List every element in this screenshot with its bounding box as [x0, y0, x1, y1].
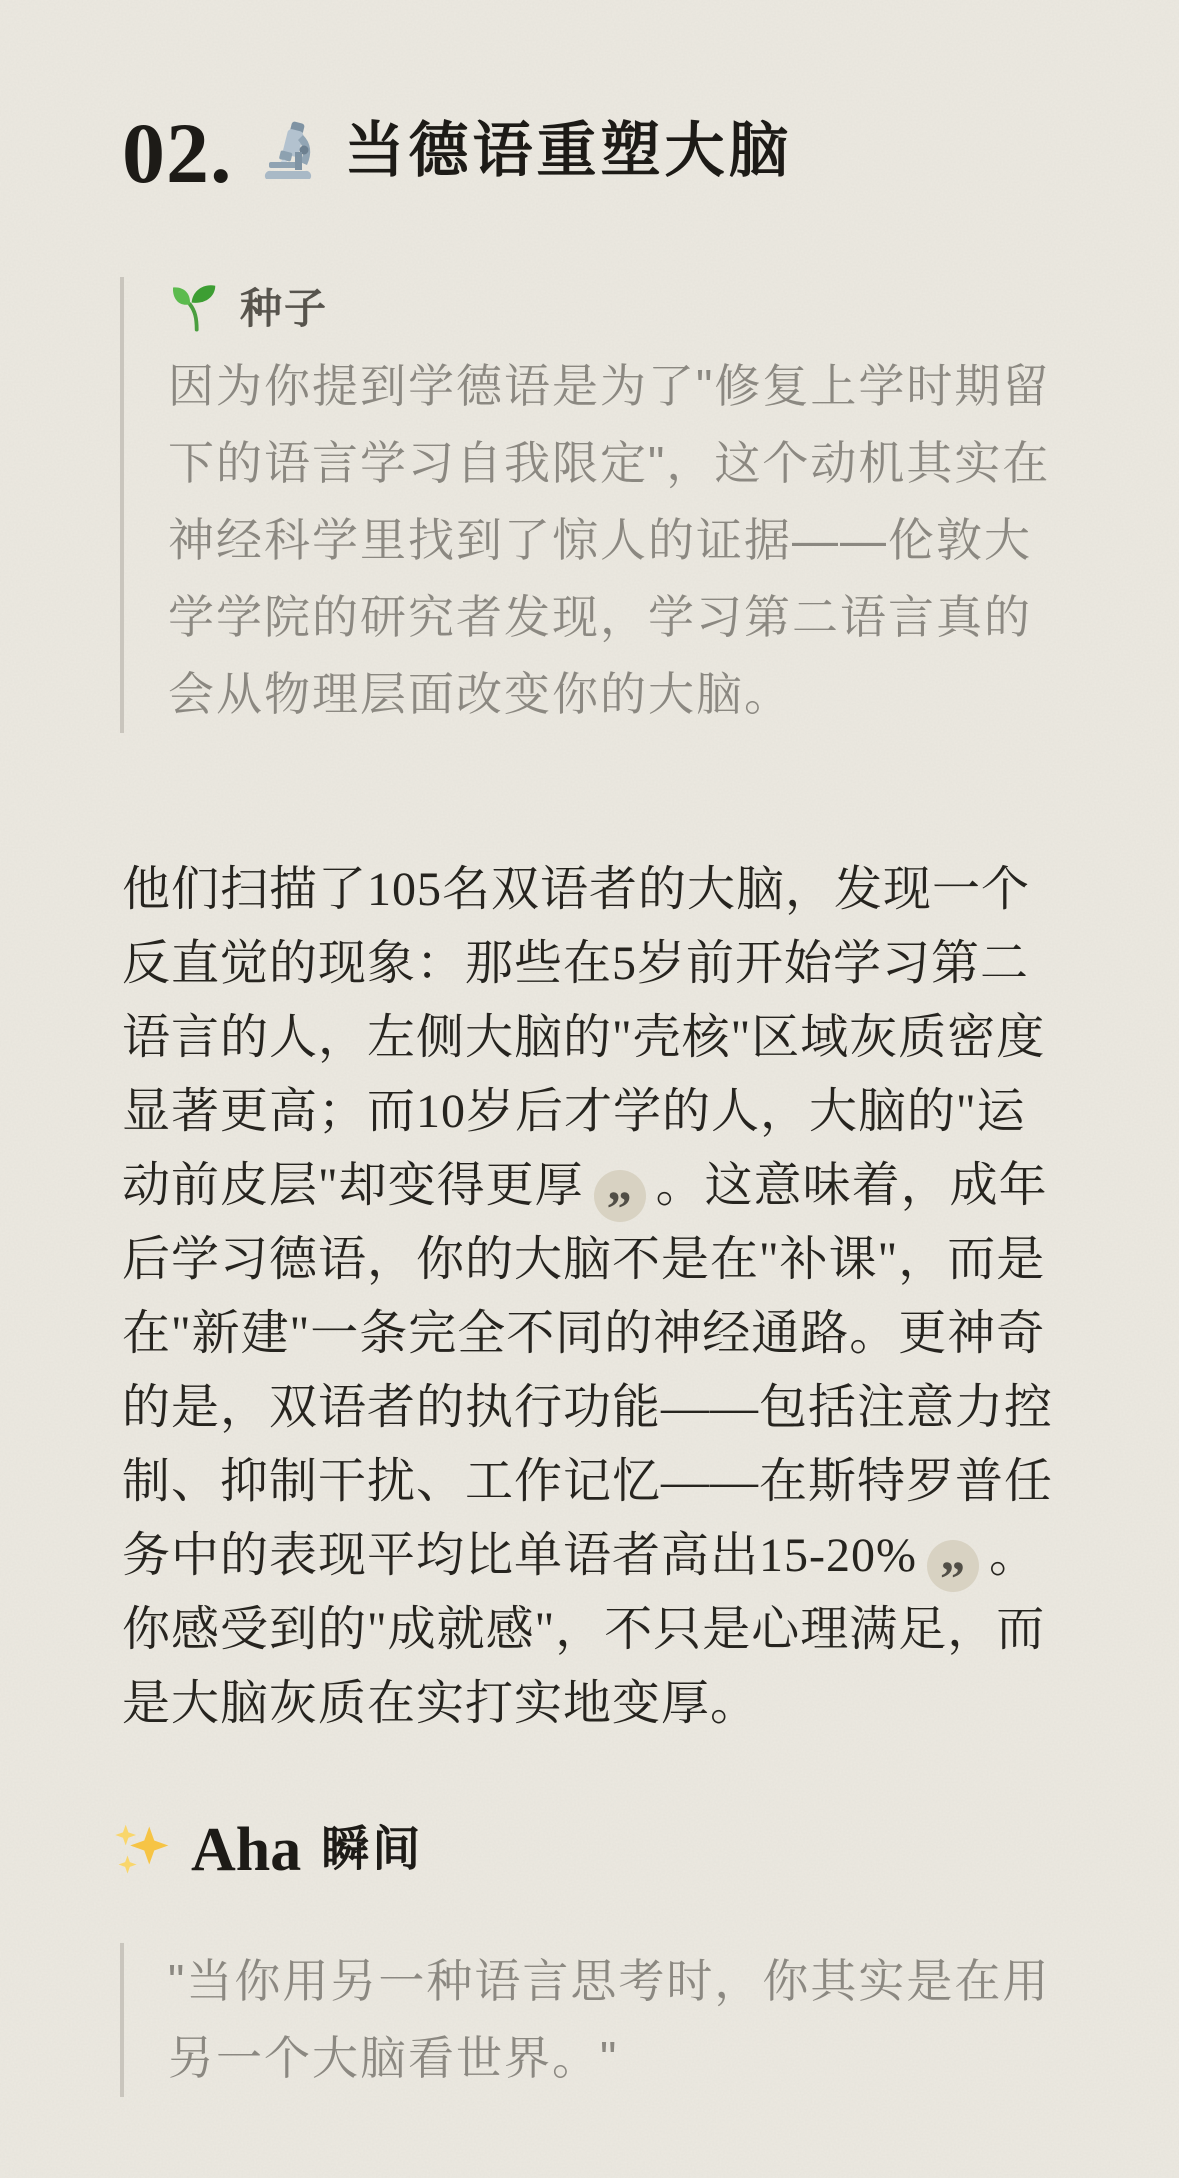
body-paragraph-part2: 。这意味着，成年后学习德语，你的大脑不是在"补课"，而是在"新建"一条完全不同的神经通路。更神奇的是，双语者的执行功能——包括注意力控制、抑制干扰、工作记忆——在斯特罗普任务中的表现平均比单语者高出15-20%	[122, 1159, 1054, 1582]
quote-mark-icon: ”	[939, 1550, 966, 1606]
body-paragraph	[122, 853, 1067, 1741]
quote-mark-icon: ”	[606, 1180, 633, 1236]
seedling-icon	[168, 279, 222, 333]
body-paragraph-part1: 他们扫描了105名双语者的大脑，发现一个反直觉的现象：那些在5岁前开始学习第二语言的人，左侧大脑的"壳核"区域灰质密度显著更高；而10岁后才学的人，大脑的"运动前皮层"却变得更厚	[122, 863, 1046, 1212]
seed-header	[168, 277, 1062, 335]
section-title	[122, 105, 793, 201]
aha-label-cjk: 瞬间	[321, 1823, 424, 1876]
microscope-icon	[257, 119, 321, 183]
section-title-text: 当德语重塑大脑	[344, 117, 793, 184]
citation-badge-2[interactable]	[927, 1540, 979, 1606]
aha-label-latin: Aha	[191, 1816, 302, 1884]
aha-header	[113, 1818, 423, 1882]
sparkles-icon	[113, 1821, 171, 1879]
seed-label: 种子	[240, 285, 329, 332]
section-number: 02.	[122, 105, 233, 201]
seed-quote-block	[120, 277, 1062, 733]
citation-badge-1[interactable]	[594, 1170, 646, 1236]
seed-quote-text: 因为你提到学德语是为了"修复上学时期留下的语言学习自我限定"，这个动机其实在神经科学里找到了惊人的证据——伦敦大学学院的研究者发现，学习第二语言真的会从物理层面改变你的大脑。	[168, 360, 1051, 720]
body-paragraph-part3: 。你感受到的"成就感"，不只是心理满足，而是大脑灰质在实打实地变厚。	[122, 1529, 1046, 1730]
aha-quote-block	[120, 1943, 1062, 2097]
aha-quote-text: "当你用另一种语言思考时，你其实是在用另一个大脑看世界。"	[168, 1955, 1051, 2084]
